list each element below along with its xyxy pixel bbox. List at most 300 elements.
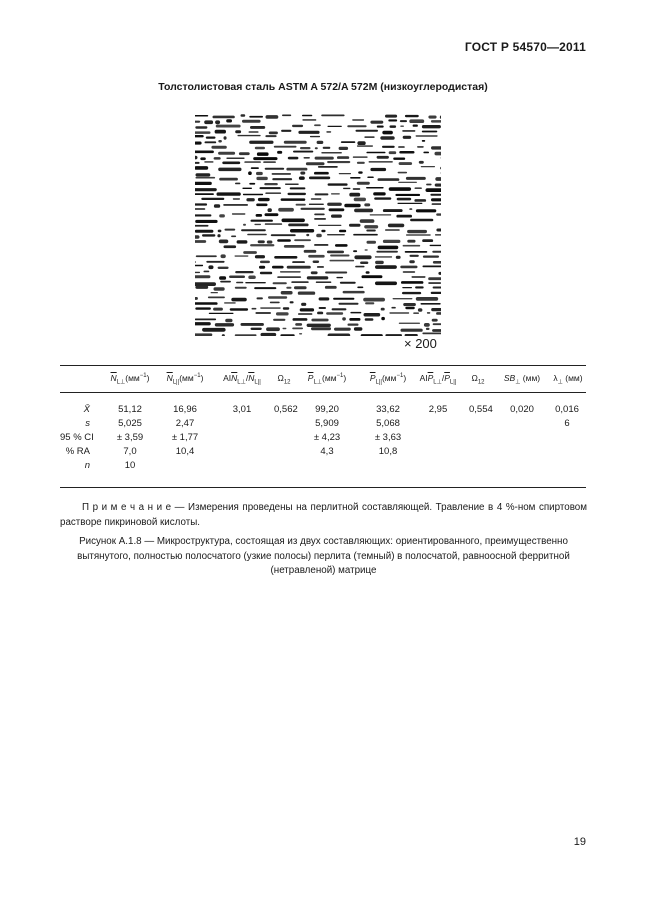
- pearlite-streak: [436, 213, 441, 215]
- table-note: П р и м е ч а н и е — Измерения проведены на перлитной составляющей. Травление в 4 %-ном спиртовом растворе пикриновой кислоты.: [60, 502, 587, 528]
- table-cell: 33,62: [376, 404, 400, 415]
- pearlite-streak: [257, 152, 269, 156]
- pearlite-streak: [343, 291, 365, 294]
- pearlite-streak: [243, 224, 246, 226]
- pearlite-streak: [218, 152, 235, 155]
- pearlite-streak: [389, 312, 409, 313]
- pearlite-streak: [265, 192, 281, 194]
- pearlite-streak: [301, 208, 325, 210]
- pearlite-streak: [388, 119, 397, 121]
- pearlite-streak: [302, 115, 312, 117]
- pearlite-streak: [257, 297, 263, 299]
- pearlite-streak: [272, 266, 284, 269]
- pearlite-streak: [435, 177, 441, 181]
- pearlite-streak: [195, 286, 208, 289]
- pearlite-streak: [432, 251, 441, 253]
- pearlite-streak: [316, 234, 322, 238]
- pearlite-streak: [363, 298, 385, 302]
- pearlite-streak: [331, 193, 340, 194]
- pearlite-streak: [383, 240, 401, 243]
- pearlite-streak: [251, 220, 273, 222]
- pearlite-streak: [195, 193, 214, 195]
- pearlite-streak: [252, 308, 257, 310]
- pearlite-streak: [209, 313, 234, 314]
- pearlite-streak: [300, 172, 305, 175]
- pearlite-streak: [430, 194, 441, 196]
- pearlite-streak: [435, 152, 442, 156]
- pearlite-streak: [367, 241, 377, 244]
- pearlite-streak: [195, 235, 200, 239]
- pearlite-streak: [307, 276, 329, 279]
- pearlite-streak: [260, 272, 272, 275]
- pearlite-streak: [389, 187, 411, 191]
- pearlite-streak: [422, 125, 441, 128]
- pearlite-streak: [357, 182, 370, 185]
- pearlite-streak: [277, 151, 282, 154]
- pearlite-streak: [270, 302, 280, 304]
- pearlite-streak: [260, 187, 281, 189]
- pearlite-streak: [352, 119, 364, 121]
- pearlite-streak: [403, 136, 412, 139]
- pearlite-streak: [341, 141, 355, 143]
- pearlite-streak: [195, 302, 218, 305]
- pearlite-streak: [349, 318, 360, 321]
- pearlite-streak: [398, 182, 417, 183]
- pearlite-streak: [340, 282, 356, 284]
- pearlite-streak: [306, 234, 309, 236]
- pearlite-streak: [328, 334, 351, 337]
- pearlite-streak: [365, 318, 374, 321]
- pearlite-streak: [422, 239, 433, 242]
- pearlite-streak: [432, 319, 438, 322]
- pearlite-streak: [195, 230, 213, 233]
- pearlite-streak: [317, 266, 324, 268]
- pearlite-streak: [217, 192, 241, 195]
- pearlite-streak: [330, 255, 349, 257]
- pearlite-streak: [315, 193, 329, 195]
- pearlite-streak: [317, 141, 324, 144]
- pearlite-streak: [204, 120, 213, 124]
- pearlite-streak: [311, 319, 328, 322]
- pearlite-streak: [421, 166, 435, 167]
- pearlite-streak: [370, 168, 386, 171]
- pearlite-streak: [256, 177, 267, 180]
- pearlite-streak: [195, 282, 216, 286]
- pearlite-streak: [265, 135, 276, 137]
- table-header-cell: $\Omega_{12}$: [277, 373, 291, 386]
- table-cell: ± 4,23: [313, 432, 341, 443]
- pearlite-streak: [353, 188, 361, 190]
- pearlite-streak: [287, 266, 311, 269]
- pearlite-streak: [314, 218, 326, 220]
- pearlite-streak: [396, 215, 412, 218]
- table-cell: 5,068: [376, 418, 400, 429]
- pearlite-streak: [286, 168, 307, 171]
- pearlite-streak: [393, 158, 405, 160]
- table-cell: 7,0: [123, 446, 137, 457]
- pearlite-streak: [284, 245, 305, 248]
- pearlite-streak: [250, 126, 265, 129]
- pearlite-streak: [231, 236, 236, 238]
- pearlite-streak: [410, 219, 433, 222]
- pearlite-streak: [296, 204, 306, 206]
- pearlite-streak: [415, 286, 424, 288]
- pearlite-streak: [369, 161, 393, 162]
- pearlite-streak: [315, 157, 334, 160]
- pearlite-streak: [328, 183, 348, 185]
- pearlite-streak: [248, 171, 252, 175]
- pearlite-streak: [255, 147, 265, 150]
- pearlite-streak: [407, 240, 415, 243]
- pearlite-streak: [230, 308, 248, 311]
- table-cell: ± 1,77: [171, 432, 199, 443]
- pearlite-streak: [195, 214, 211, 216]
- pearlite-streak: [263, 161, 276, 163]
- pearlite-streak: [195, 240, 206, 243]
- pearlite-streak: [294, 239, 311, 241]
- pearlite-streak: [195, 151, 214, 154]
- pearlite-streak: [378, 246, 399, 250]
- pearlite-streak: [366, 230, 376, 232]
- pearlite-streak: [339, 303, 359, 305]
- pearlite-streak: [317, 312, 323, 315]
- pearlite-streak: [282, 115, 291, 117]
- table-cell: 0,016: [555, 404, 579, 415]
- table-cell: 5,909: [315, 418, 339, 429]
- pearlite-streak: [318, 225, 341, 226]
- pearlite-streak: [348, 324, 359, 326]
- pearlite-streak: [195, 297, 198, 300]
- pearlite-streak: [285, 184, 299, 186]
- table-cell: 3,01: [232, 404, 252, 415]
- pearlite-streak: [423, 152, 429, 154]
- pearlite-streak: [403, 271, 416, 273]
- pearlite-streak: [202, 328, 226, 332]
- pearlite-streak: [242, 120, 261, 123]
- pearlite-streak: [337, 156, 349, 159]
- pearlite-streak: [440, 167, 441, 170]
- table-header-cell: $SB_\perp$ (мм): [503, 373, 541, 386]
- pearlite-streak: [249, 131, 259, 133]
- pearlite-streak: [356, 130, 379, 132]
- pearlite-streak: [385, 229, 400, 231]
- pearlite-streak: [330, 260, 355, 262]
- row-label: n: [84, 460, 90, 471]
- pearlite-streak: [354, 209, 373, 213]
- pearlite-streak: [254, 287, 276, 289]
- pearlite-streak: [232, 213, 246, 214]
- pearlite-streak: [215, 323, 234, 326]
- pearlite-streak: [306, 162, 325, 165]
- pearlite-streak: [219, 276, 226, 280]
- pearlite-streak: [236, 282, 243, 284]
- pearlite-streak: [274, 146, 297, 148]
- pearlite-streak: [365, 302, 374, 304]
- table-row: [60, 460, 586, 474]
- pearlite-streak: [298, 313, 312, 315]
- pearlite-streak: [377, 126, 384, 128]
- pearlite-streak: [242, 188, 252, 189]
- pearlite-streak: [268, 296, 287, 299]
- pearlite-streak: [278, 208, 294, 212]
- pearlite-streak: [402, 130, 415, 132]
- pearlite-streak: [266, 115, 279, 119]
- row-label: 95 % CI: [60, 432, 94, 443]
- pearlite-streak: [298, 292, 315, 295]
- pearlite-streak: [221, 254, 226, 258]
- pearlite-streak: [334, 328, 351, 331]
- pearlite-streak: [311, 198, 322, 200]
- row-label: X̄: [83, 404, 90, 415]
- pearlite-streak: [288, 157, 299, 160]
- pearlite-streak: [405, 307, 415, 309]
- pearlite-streak: [378, 178, 400, 181]
- pearlite-streak: [218, 230, 222, 233]
- pearlite-streak: [374, 197, 391, 199]
- pearlite-streak: [195, 182, 212, 185]
- pearlite-streak: [321, 152, 342, 154]
- pearlite-streak: [213, 116, 235, 119]
- table-header-cell: $\overline{P}_{L\perp}(мм^{-1})$: [307, 373, 347, 386]
- pearlite-streak: [201, 198, 224, 200]
- pearlite-streak: [350, 312, 361, 314]
- pearlite-streak: [195, 166, 208, 170]
- pearlite-streak: [413, 313, 419, 314]
- pearlite-streak: [248, 276, 256, 280]
- pearlite-streak: [245, 282, 265, 283]
- pearlite-streak: [367, 177, 374, 179]
- pearlite-streak: [375, 265, 397, 269]
- pearlite-streak: [241, 229, 266, 231]
- pearlite-streak: [366, 187, 384, 189]
- pearlite-streak: [396, 256, 401, 259]
- pearlite-streak: [366, 152, 385, 154]
- pearlite-streak: [276, 312, 289, 315]
- pearlite-streak: [256, 172, 263, 175]
- pearlite-streak: [336, 277, 343, 278]
- pearlite-streak: [398, 172, 408, 174]
- pearlite-streak: [266, 327, 280, 331]
- pearlite-streak: [304, 250, 317, 253]
- pearlite-streak: [381, 317, 385, 320]
- pearlite-streak: [349, 224, 361, 227]
- pearlite-streak: [206, 137, 216, 139]
- pearlite-streak: [195, 319, 216, 321]
- pearlite-streak: [329, 208, 345, 211]
- pearlite-streak: [282, 219, 305, 223]
- pearlite-streak: [400, 126, 404, 127]
- pearlite-streak: [428, 282, 441, 284]
- pearlite-streak: [335, 244, 348, 247]
- pearlite-streak: [301, 303, 306, 306]
- table-header-cell: $AI\overline{P}_{L\perp}/\overline{P}_{L||}$: [419, 373, 457, 386]
- pearlite-streak: [195, 126, 207, 129]
- pearlite-streak: [208, 265, 213, 269]
- pearlite-streak: [395, 194, 420, 196]
- micrograph-image: [195, 113, 441, 336]
- table-cell: 10: [124, 460, 136, 471]
- pearlite-streak: [357, 141, 365, 145]
- pearlite-streak: [319, 307, 326, 309]
- pearlite-streak: [314, 214, 325, 216]
- table-header-cell: $\overline{P}_{L||}(мм^{-1})$: [369, 373, 407, 386]
- pearlite-streak: [264, 183, 278, 185]
- pearlite-streak: [274, 256, 297, 259]
- pearlite-streak: [208, 297, 225, 299]
- pearlite-streak: [195, 121, 200, 123]
- pearlite-streak: [204, 161, 213, 162]
- pearlite-streak: [422, 333, 441, 335]
- pearlite-streak: [214, 157, 221, 160]
- pearlite-streak: [416, 297, 438, 301]
- pearlite-streak: [283, 307, 290, 309]
- pearlite-streak: [292, 125, 303, 127]
- pearlite-streak: [299, 176, 305, 180]
- pearlite-streak: [241, 323, 264, 326]
- pearlite-streak: [377, 156, 389, 159]
- pearlite-streak: [357, 145, 373, 146]
- pearlite-streak: [226, 158, 244, 160]
- pearlite-streak: [327, 161, 350, 163]
- pearlite-streak: [292, 261, 305, 263]
- pearlite-streak: [307, 324, 331, 327]
- pearlite-streak: [350, 177, 361, 179]
- table-cell: 0,562: [274, 404, 298, 415]
- pearlite-streak: [260, 261, 270, 264]
- pearlite-streak: [339, 173, 351, 174]
- pearlite-streak: [204, 271, 210, 273]
- pearlite-streak: [412, 276, 426, 278]
- pearlite-streak: [195, 162, 200, 164]
- pearlite-streak: [349, 193, 360, 197]
- pearlite-streak: [354, 327, 363, 330]
- pearlite-streak: [195, 272, 200, 273]
- pearlite-streak: [211, 292, 218, 293]
- pearlite-streak: [331, 215, 342, 218]
- pearlite-streak: [246, 198, 254, 201]
- pearlite-streak: [195, 333, 212, 336]
- pearlite-streak: [195, 322, 211, 325]
- pearlite-streak: [195, 115, 208, 117]
- pearlite-streak: [223, 204, 248, 206]
- pearlite-streak: [214, 204, 220, 208]
- pearlite-streak: [416, 135, 438, 137]
- pearlite-streak: [195, 135, 204, 137]
- pearlite-streak: [325, 272, 347, 274]
- pearlite-streak: [399, 151, 414, 154]
- pearlite-streak: [196, 173, 211, 176]
- pearlite-streak: [406, 177, 426, 180]
- pearlite-streak: [299, 333, 302, 334]
- pearlite-streak: [375, 261, 384, 264]
- pearlite-streak: [370, 214, 392, 215]
- pearlite-streak: [432, 203, 441, 205]
- pearlite-streak: [353, 156, 368, 158]
- table-cell: ± 3,59: [116, 432, 144, 443]
- pearlite-streak: [433, 287, 441, 289]
- magnification-label: × 200: [404, 336, 437, 351]
- pearlite-streak: [344, 204, 360, 208]
- pearlite-streak: [409, 119, 424, 123]
- pearlite-streak: [235, 271, 253, 273]
- pearlite-streak: [293, 318, 308, 321]
- pearlite-streak: [339, 230, 346, 233]
- pearlite-streak: [353, 250, 357, 252]
- pearlite-streak: [370, 121, 383, 124]
- pearlite-streak: [291, 281, 308, 283]
- pearlite-streak: [321, 115, 344, 117]
- pearlite-streak: [309, 204, 324, 205]
- pearlite-streak: [300, 308, 314, 311]
- pearlite-streak: [233, 198, 240, 200]
- table-cell: 5,025: [118, 418, 142, 429]
- pearlite-streak: [219, 240, 229, 244]
- pearlite-streak: [385, 115, 397, 118]
- pearlite-streak: [300, 147, 311, 149]
- pearlite-streak: [222, 334, 225, 336]
- pearlite-streak: [213, 308, 223, 311]
- pearlite-streak: [214, 287, 225, 291]
- pearlite-streak: [424, 323, 430, 327]
- pearlite-streak: [353, 234, 378, 236]
- pearlite-streak: [333, 298, 354, 300]
- pearlite-streak: [226, 119, 232, 122]
- pearlite-streak: [200, 157, 206, 160]
- figure-title: Толстолистовая сталь ASTM A 572/A 572M (низкоуглеродистая): [158, 81, 488, 93]
- row-label: s: [85, 418, 90, 429]
- pearlite-streak: [235, 334, 257, 336]
- pearlite-streak: [400, 120, 407, 122]
- pearlite-streak: [360, 219, 375, 223]
- pearlite-streak: [269, 132, 278, 135]
- pearlite-streak: [195, 225, 209, 227]
- pearlite-streak: [428, 116, 436, 119]
- table-cell: 10,4: [175, 446, 195, 457]
- pearlite-streak: [205, 141, 217, 143]
- pearlite-streak: [215, 130, 226, 134]
- pearlite-streak: [272, 178, 292, 180]
- pearlite-streak: [195, 261, 196, 263]
- pearlite-streak: [431, 146, 441, 149]
- pearlite-streak: [273, 319, 285, 321]
- pearlite-streak: [310, 136, 320, 137]
- pearlite-streak: [215, 120, 220, 124]
- pearlite-streak: [422, 140, 425, 142]
- pearlite-streak: [364, 136, 374, 138]
- pearlite-streak: [432, 329, 441, 332]
- pearlite-streak: [399, 323, 420, 324]
- pearlite-streak: [281, 198, 306, 201]
- pearlite-streak: [218, 168, 241, 172]
- pearlite-streak: [244, 161, 261, 163]
- pearlite-streak: [211, 146, 226, 149]
- pearlite-streak: [382, 131, 393, 135]
- pearlite-streak: [428, 277, 441, 280]
- pearlite-streak: [431, 120, 441, 123]
- pearlite-streak: [254, 224, 261, 225]
- pearlite-streak: [327, 251, 344, 254]
- pearlite-streak: [311, 271, 318, 274]
- pearlite-streak: [314, 124, 321, 126]
- pearlite-streak: [251, 328, 262, 330]
- pearlite-streak: [403, 245, 421, 247]
- pearlite-streak: [403, 303, 416, 306]
- pearlite-streak: [364, 225, 378, 228]
- table-cell: 0,554: [469, 404, 493, 415]
- pearlite-streak: [365, 249, 368, 250]
- pearlite-streak: [316, 282, 332, 283]
- table-cell: ± 3,63: [374, 432, 402, 443]
